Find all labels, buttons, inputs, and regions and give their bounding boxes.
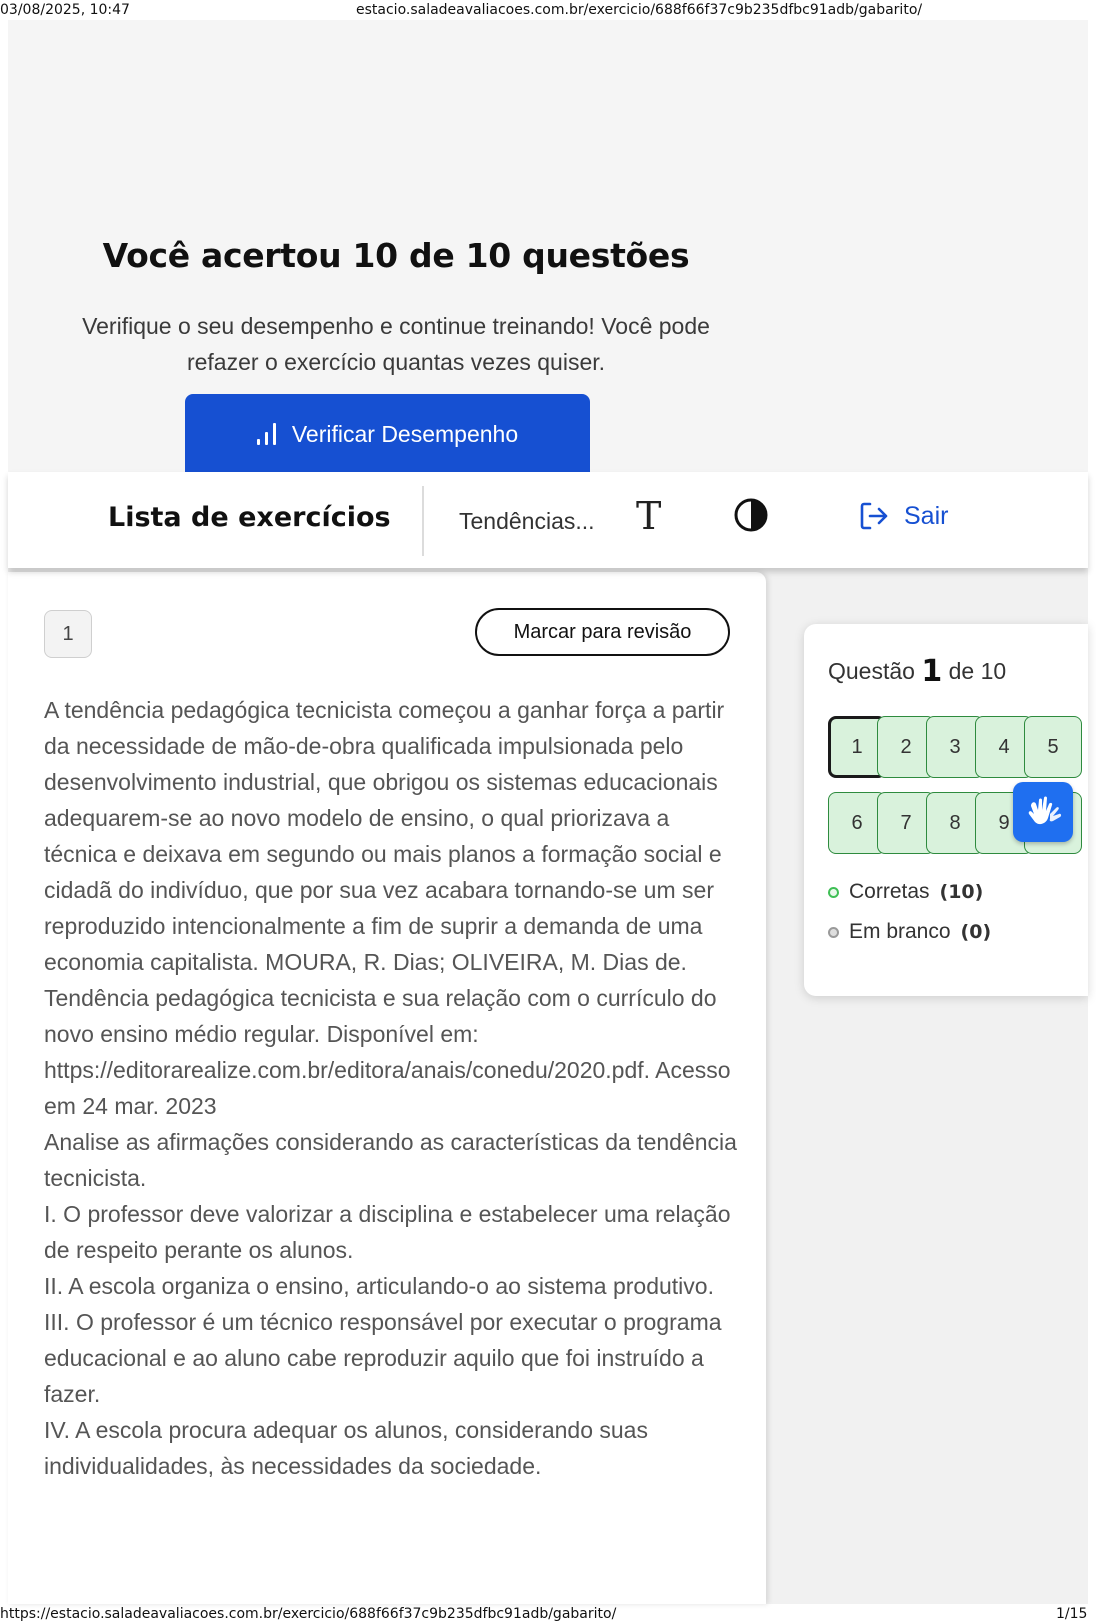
- legend-blank-count: (0): [960, 921, 992, 943]
- print-datetime: 03/08/2025, 10:47: [0, 2, 130, 18]
- question-button-7[interactable]: 7: [877, 792, 935, 854]
- question-paragraph: Analise as afirmações considerando as características da tendência tecnicista.: [44, 1129, 737, 1191]
- question-paragraph: II. A escola organiza o ensino, articulando-o ao sistema produtivo.: [44, 1273, 714, 1299]
- print-header: [0, 0, 1096, 20]
- legend-blank: [828, 920, 991, 944]
- question-paragraph: A tendência pedagógica tecnicista começou a ganhar força a partir da necessidade de mão-de-obra qualificada impulsionada pelo desenvolvimento industrial, que obrigou os sistemas educacionais adequarem-se ao novo modelo de ensino, o qual priorizava a técnica e deixava em segundo ou mais planos a formação social e cidadã do indivíduo, que por sua vez acabara tornando-se um ser reproduzido intencionalmente a fim de suprir a demanda de uma economia capitalista. MOURA, R. Dias; OLIVEIRA, M. Dias de. Tendência pedagógica tecnicista e sua relação com o currículo do novo ensino médio regular. Disponível em: https://editorarealize.com.br/editora/anais/conedu/2020.pdf. Acesso em 24 mar. 2023: [44, 697, 731, 1119]
- print-footer: [0, 1604, 1096, 1624]
- exit-button[interactable]: [858, 500, 948, 532]
- bar-chart-icon: [257, 423, 276, 445]
- exit-label: Sair: [904, 501, 949, 530]
- question-paragraph: I. O professor deve valorizar a disciplina e estabelecer uma relação de respeito perante os alunos.: [44, 1201, 731, 1263]
- result-subtitle: Verifique o seu desempenho e continue treinando! Você pode refazer o exercício quantas vezes quiser.: [82, 313, 710, 375]
- topic-name: Tendências...: [459, 508, 595, 534]
- print-url: estacio.saladeavaliacoes.com.br/exercicio/688f66f37c9b235dfbc91adb/gabarito/: [356, 2, 923, 18]
- legend-correct-count: (10): [939, 881, 984, 903]
- font-size-icon[interactable]: T: [636, 494, 662, 538]
- result-hero: [8, 20, 1088, 472]
- logout-icon: [858, 500, 890, 532]
- print-page-number: 1/15: [1056, 1606, 1088, 1622]
- navigator-prefix: Questão: [828, 658, 915, 684]
- question-button-3[interactable]: 3: [926, 716, 984, 778]
- question-button-9[interactable]: 9: [975, 792, 1033, 854]
- question-button-1[interactable]: 1: [828, 716, 886, 778]
- exercise-list-title: Lista de exercícios: [108, 502, 391, 533]
- blank-dot-icon: [828, 927, 839, 938]
- question-button-4[interactable]: 4: [975, 716, 1033, 778]
- check-performance-label: Verificar Desempenho: [291, 420, 519, 447]
- sign-language-button[interactable]: [1013, 782, 1073, 842]
- legend-correct: [828, 880, 983, 904]
- question-paragraph: IV. A escola procura adequar os alunos, considerando suas individualidades, às necessidades da sociedade.: [44, 1417, 648, 1479]
- question-statement: [44, 692, 748, 1484]
- question-number-badge: 1: [44, 610, 92, 658]
- question-paragraph: III. O professor é um técnico responsável por executar o programa educacional e ao aluno cabe reproduzir aquilo que foi instruído a fazer.: [44, 1309, 722, 1407]
- check-performance-button[interactable]: [185, 394, 590, 474]
- question-button-5[interactable]: 5: [1024, 716, 1082, 778]
- correct-dot-icon: [828, 887, 839, 898]
- exercise-toolbar: [8, 472, 1088, 568]
- question-card: [8, 572, 766, 1604]
- legend-correct-label: Corretas: [849, 880, 930, 903]
- result-title: Você acertou 10 de 10 questões: [102, 236, 690, 275]
- navigator-title: [828, 654, 1006, 689]
- contrast-icon[interactable]: [734, 498, 768, 532]
- question-button-2[interactable]: 2: [877, 716, 935, 778]
- question-button-6[interactable]: 6: [828, 792, 886, 854]
- question-button-8[interactable]: 8: [926, 792, 984, 854]
- legend-blank-label: Em branco: [849, 920, 951, 943]
- navigator-suffix: de 10: [948, 658, 1007, 684]
- navigator-current: 1: [921, 654, 943, 689]
- mark-for-review-button[interactable]: Marcar para revisão: [475, 608, 730, 656]
- print-footer-url: https://estacio.saladeavaliacoes.com.br/exercicio/688f66f37c9b235dfbc91adb/gabarito/: [0, 1606, 617, 1622]
- toolbar-divider: [422, 486, 424, 556]
- sign-language-hands-icon: [1023, 792, 1063, 832]
